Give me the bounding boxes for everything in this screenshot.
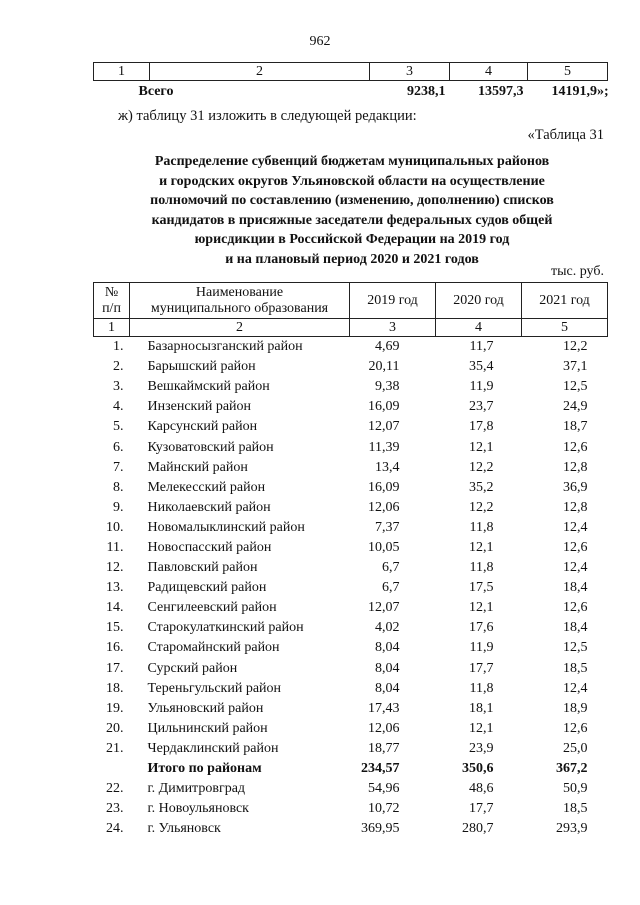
total-value-3: 14191,9»; <box>551 84 609 99</box>
row-value-2021: 18,4 <box>563 620 588 636</box>
row-number: 7. <box>113 459 124 475</box>
row-number: 15. <box>106 620 124 636</box>
column-number: 3 <box>350 319 436 337</box>
row-value-2020: 17,7 <box>469 801 494 817</box>
row-number <box>94 759 130 779</box>
continuation-table <box>93 62 608 103</box>
row-value-2021: 18,5 <box>563 801 588 817</box>
row-number: 23. <box>106 801 124 817</box>
row-number: 12. <box>106 560 124 576</box>
header-number-line1: № <box>104 284 119 300</box>
amendment-instruction: ж) таблицу 31 изложить в следующей редакции: <box>118 108 417 124</box>
row-number: 21. <box>106 740 124 756</box>
table-body <box>94 337 608 840</box>
subtotal-row <box>94 759 608 779</box>
row-value-2019: 12,06 <box>368 720 400 736</box>
row-name: г. Ульяновск <box>147 821 221 837</box>
row-value-2020: 35,2 <box>469 479 494 495</box>
row-value-2019: 16,09 <box>368 399 400 415</box>
row-value-2019: 8,04 <box>375 660 400 676</box>
row-name: Чердаклинский район <box>147 740 279 756</box>
header-number-line2: п/п <box>102 300 121 316</box>
title-line: и на плановый период 2020 и 2021 годов <box>225 251 479 267</box>
row-value-2019: 16,09 <box>368 479 400 495</box>
row-value-2021: 36,9 <box>563 479 588 495</box>
row-value-2019: 10,05 <box>368 539 400 555</box>
row-value-2021: 12,6 <box>563 720 588 736</box>
table-row <box>94 779 608 799</box>
continuation-col-2: 2 <box>150 63 370 81</box>
row-name: Базарносызганский район <box>147 339 303 355</box>
row-value-2019: 8,04 <box>375 640 400 656</box>
row-value-2019: 12,07 <box>368 419 400 435</box>
row-value-2020: 11,9 <box>469 640 494 656</box>
table-row <box>94 598 608 618</box>
table-row <box>94 337 608 358</box>
table-row <box>94 638 608 658</box>
row-value-2020: 12,2 <box>469 459 494 475</box>
table-row <box>94 679 608 699</box>
row-name: Вешкаймский район <box>147 379 270 395</box>
row-value-2019: 7,37 <box>375 519 400 535</box>
row-number: 1. <box>113 339 124 355</box>
row-name: Майнский район <box>147 459 248 475</box>
row-number: 13. <box>106 580 124 596</box>
row-value-2020: 11,9 <box>469 379 494 395</box>
row-value-2020: 17,5 <box>469 580 494 596</box>
header-number <box>94 283 130 319</box>
row-value-2020: 12,1 <box>469 600 494 616</box>
column-number: 1 <box>94 319 130 337</box>
table-row <box>94 397 608 417</box>
row-value-2019: 6,7 <box>382 580 400 596</box>
row-name: Тереньгульский район <box>147 680 282 696</box>
row-name: г. Новоульяновск <box>147 801 249 817</box>
title-line: и городских округов Ульяновской области на осуществление <box>159 173 545 189</box>
row-value-2020: 17,7 <box>469 660 494 676</box>
row-name: Карсунский район <box>147 419 258 435</box>
title-line: кандидатов в присяжные заседатели федеральных судов общей <box>151 212 553 228</box>
row-name: Старокулаткинский район <box>147 620 304 636</box>
row-number: 6. <box>113 439 124 455</box>
row-value-2020: 280,7 <box>462 821 494 837</box>
row-name: Барышский район <box>147 359 256 375</box>
row-value-2021: 12,4 <box>563 519 588 535</box>
continuation-col-4: 4 <box>450 63 528 81</box>
row-number: 18. <box>106 680 124 696</box>
table-row <box>94 618 608 638</box>
header-name <box>130 283 350 319</box>
continuation-col-3: 3 <box>370 63 450 81</box>
title-line: полномочий по составлению (изменению, дополнению) списков <box>150 193 554 208</box>
table-row <box>94 498 608 518</box>
row-value-2019: 13,4 <box>375 459 400 475</box>
row-value-2021: 12,6 <box>563 539 588 555</box>
row-value-2019: 12,06 <box>368 499 400 515</box>
row-name: Павловский район <box>147 560 258 576</box>
row-value-2021: 367,2 <box>556 761 588 777</box>
row-name: Итого по районам <box>147 761 262 777</box>
continuation-total-row <box>94 81 608 104</box>
row-value-2020: 12,1 <box>469 720 494 736</box>
row-value-2020: 17,8 <box>469 419 494 435</box>
row-value-2019: 12,07 <box>368 600 400 616</box>
row-value-2021: 12,4 <box>563 680 588 696</box>
row-value-2021: 37,1 <box>563 359 588 375</box>
row-value-2020: 11,7 <box>469 339 494 355</box>
row-value-2021: 12,5 <box>563 379 588 395</box>
row-value-2020: 11,8 <box>469 519 494 535</box>
table-row <box>94 719 608 739</box>
table-row <box>94 417 608 437</box>
header-name-line2: муниципального образования <box>150 300 329 316</box>
row-name: г. Димитровград <box>147 781 246 797</box>
row-value-2020: 23,9 <box>469 740 494 756</box>
continuation-header-row <box>94 63 608 81</box>
row-value-2020: 18,1 <box>469 700 494 716</box>
header-2020: 2020 год <box>436 283 522 319</box>
table-label: «Таблица 31 <box>527 127 604 143</box>
header-name-line1: Наименование <box>195 284 284 300</box>
row-name: Старомайнский район <box>147 640 280 656</box>
row-value-2020: 12,2 <box>469 499 494 515</box>
row-value-2019: 20,11 <box>368 359 400 375</box>
row-value-2019: 11,39 <box>368 439 400 455</box>
row-value-2021: 25,0 <box>563 740 588 756</box>
row-value-2021: 24,9 <box>563 399 588 415</box>
row-number: 8. <box>113 479 124 495</box>
row-name: Радищевский район <box>147 580 267 596</box>
table-row <box>94 437 608 457</box>
total-value-2: 13597,3 <box>478 84 524 99</box>
row-name: Новоспасский район <box>147 539 272 555</box>
column-number: 4 <box>436 319 522 337</box>
row-value-2021: 12,8 <box>563 499 588 515</box>
row-value-2019: 17,43 <box>368 700 400 716</box>
table-row <box>94 357 608 377</box>
row-value-2021: 12,4 <box>563 560 588 576</box>
row-value-2021: 293,9 <box>556 821 588 837</box>
title-line: Распределение субвенций бюджетам муниципальных районов <box>154 154 550 169</box>
row-name: Ульяновский район <box>147 700 264 716</box>
row-value-2019: 4,69 <box>375 339 400 355</box>
row-value-2020: 23,7 <box>469 399 494 415</box>
table-row <box>94 538 608 558</box>
table-row <box>94 578 608 598</box>
row-value-2021: 12,8 <box>563 459 588 475</box>
page-number: 962 <box>309 34 331 49</box>
row-value-2019: 9,38 <box>375 379 400 395</box>
row-value-2019: 369,95 <box>361 821 400 837</box>
row-value-2020: 35,4 <box>469 359 494 375</box>
row-value-2021: 12,5 <box>563 640 588 656</box>
row-number: 16. <box>106 640 124 656</box>
row-number: 17. <box>106 660 124 676</box>
row-value-2019: 6,7 <box>382 560 400 576</box>
table-row <box>94 739 608 759</box>
row-value-2021: 50,9 <box>563 781 588 797</box>
subvention-table <box>93 282 608 839</box>
row-value-2019: 234,57 <box>361 761 400 777</box>
row-name: Сенгилеевский район <box>147 600 277 616</box>
row-value-2019: 54,96 <box>368 781 400 797</box>
row-value-2019: 4,02 <box>375 620 400 636</box>
row-number: 4. <box>113 399 124 415</box>
row-number: 14. <box>106 600 124 616</box>
column-number: 2 <box>130 319 350 337</box>
row-name: Новомалыклинский район <box>147 519 305 535</box>
row-value-2020: 11,8 <box>469 680 494 696</box>
row-name: Инзенский район <box>147 399 252 415</box>
row-name: Кузоватовский район <box>147 439 274 455</box>
header-2019: 2019 год <box>350 283 436 319</box>
row-value-2020: 48,6 <box>469 781 494 797</box>
continuation-col-5: 5 <box>528 63 608 81</box>
row-number: 24. <box>106 821 124 837</box>
row-name: Николаевский район <box>147 499 271 515</box>
header-row <box>94 283 608 319</box>
table-row <box>94 458 608 478</box>
row-value-2019: 18,77 <box>368 740 400 756</box>
row-value-2021: 18,5 <box>563 660 588 676</box>
table-row <box>94 819 608 839</box>
row-name: Мелекесский район <box>147 479 266 495</box>
table-row <box>94 518 608 538</box>
row-number: 2. <box>113 359 124 375</box>
table-title <box>92 152 612 269</box>
row-value-2020: 350,6 <box>462 761 494 777</box>
total-label: Всего <box>138 84 174 99</box>
row-value-2019: 10,72 <box>368 801 400 817</box>
row-number: 9. <box>113 499 124 515</box>
row-name: Цильнинский район <box>147 720 268 736</box>
row-value-2021: 12,6 <box>563 439 588 455</box>
row-number: 22. <box>106 781 124 797</box>
row-value-2020: 12,1 <box>469 539 494 555</box>
table-row <box>94 377 608 397</box>
row-number: 10. <box>106 519 124 535</box>
row-number: 5. <box>113 419 124 435</box>
continuation-col-1: 1 <box>94 63 150 81</box>
column-number-row <box>94 319 608 337</box>
row-value-2021: 12,6 <box>563 600 588 616</box>
units-label: тыс. руб. <box>551 264 604 279</box>
total-value-1: 9238,1 <box>407 84 446 99</box>
table-row <box>94 659 608 679</box>
row-number: 20. <box>106 720 124 736</box>
header-2021: 2021 год <box>522 283 608 319</box>
table-row <box>94 699 608 719</box>
table-row <box>94 799 608 819</box>
row-value-2021: 18,7 <box>563 419 588 435</box>
row-number: 19. <box>106 700 124 716</box>
row-number: 3. <box>113 379 124 395</box>
row-value-2021: 12,2 <box>563 339 588 355</box>
row-value-2019: 8,04 <box>375 680 400 696</box>
column-number: 5 <box>522 319 608 337</box>
row-value-2020: 12,1 <box>469 439 494 455</box>
title-line: юрисдикции в Российской Федерации на 2019 год <box>194 232 510 247</box>
row-value-2021: 18,4 <box>563 580 588 596</box>
row-value-2021: 18,9 <box>563 700 588 716</box>
row-name: Сурский район <box>147 660 238 676</box>
row-value-2020: 17,6 <box>469 620 494 636</box>
table-row <box>94 558 608 578</box>
table-row <box>94 478 608 498</box>
row-value-2020: 11,8 <box>469 560 494 576</box>
row-number: 11. <box>106 539 124 555</box>
